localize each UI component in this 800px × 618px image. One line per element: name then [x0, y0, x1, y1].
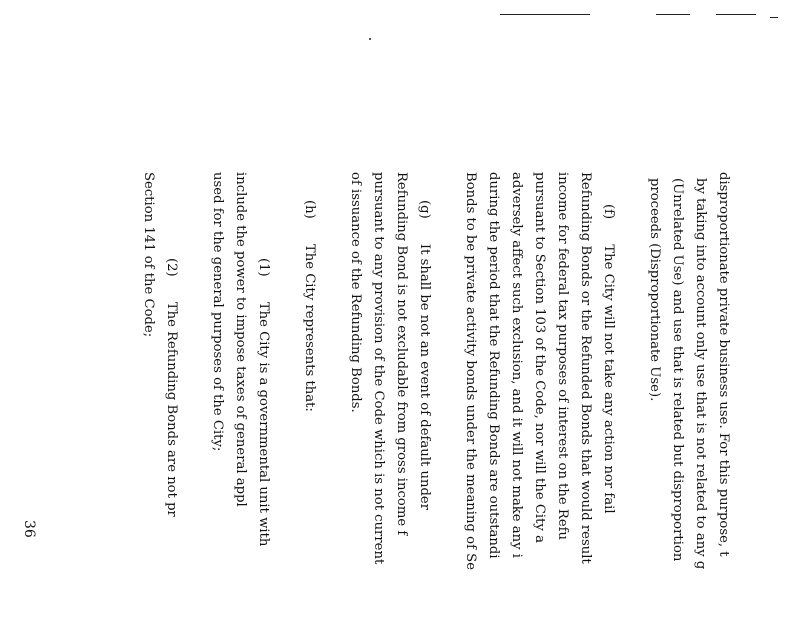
body-line: during the period that the Refunding Bonds are outstandi [486, 172, 501, 559]
paragraph-g-first-line: (g) It shall be not an event of default under [417, 200, 432, 511]
body-line: Bonds to be private activity bonds under the meaning of Se [463, 172, 478, 570]
body-line: include the power to impose taxes of general appl [233, 172, 248, 507]
body-line: adversely affect such exclusion, and it will not make any i [509, 172, 524, 559]
body-line: disproportionate private business use. For this purpose, t [716, 172, 731, 557]
body-line: used for the general purposes of the City; [210, 172, 225, 452]
item-2-first-line: (2) The Refunding Bonds are not pr [164, 258, 179, 517]
body-line: Section 141 of the Code; [141, 172, 156, 338]
paragraph-h-first-line: (h) The City represents that: [302, 200, 317, 412]
body-line: by taking into account only use that is not related to any g [693, 178, 708, 570]
body-line: pursuant to any provision of the Code which is not current [371, 172, 386, 565]
body-line: Refunding Bond is not excludable from gross income f [394, 172, 409, 536]
body-line: proceeds (Disproportionate Use). [647, 178, 662, 402]
item-1-first-line: (1) The City is a governmental unit with [256, 258, 271, 547]
page-number: 36 [21, 520, 37, 538]
body-line: (Unrelated Use) and use that is related but disproportion [670, 178, 685, 562]
body-line: pursuant to Section 103 of the Code, nor will the City a [532, 172, 547, 543]
body-line: income for federal tax purposes of interest on the Refu [555, 172, 570, 541]
paragraph-f-first-line: (f) The City will not take any action nor fail [601, 204, 616, 514]
body-line: Refunding Bonds or the Refunded Bonds that would result [578, 172, 593, 564]
body-line: of issuance of the Refunding Bonds. [348, 172, 363, 413]
